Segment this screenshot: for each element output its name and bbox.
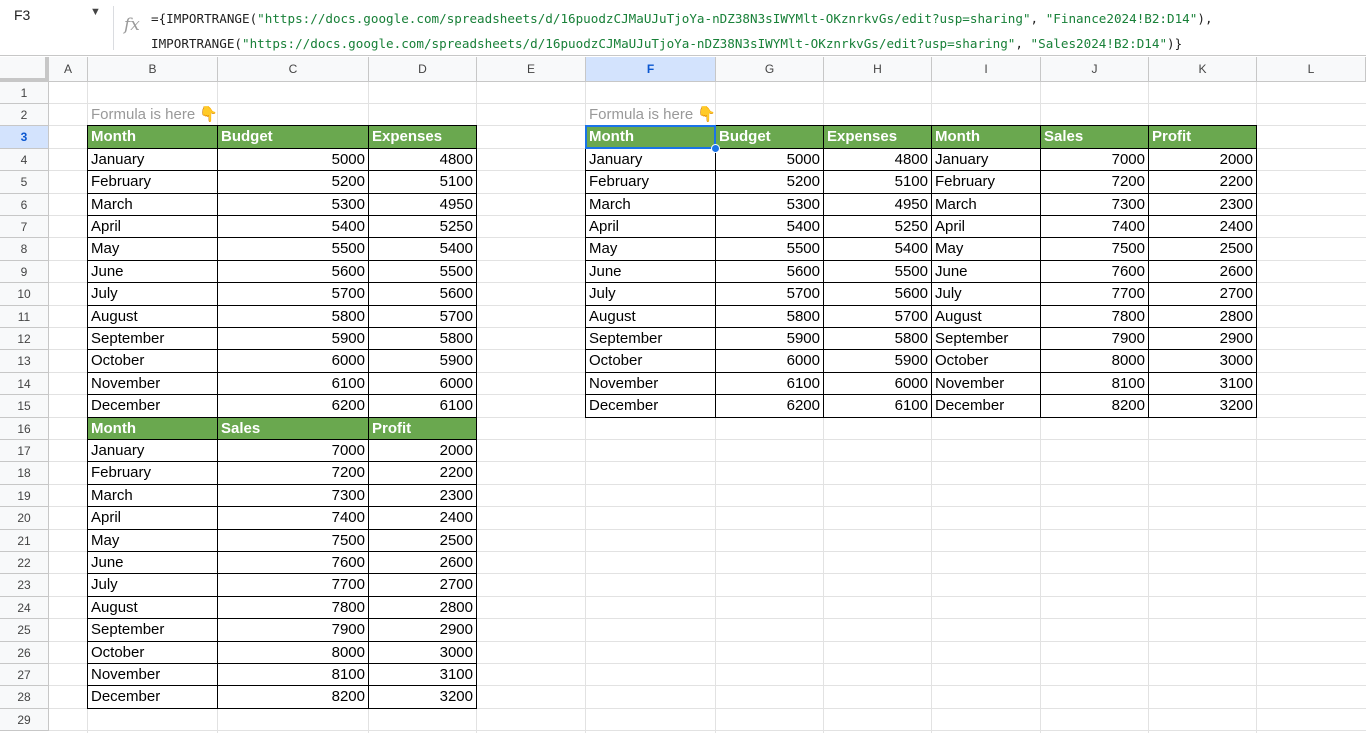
row-header-9[interactable]: 9 [0, 261, 49, 283]
finance-cell[interactable]: 5100 [368, 170, 477, 193]
finance-cell[interactable]: 5800 [368, 327, 477, 350]
combined-cell[interactable]: April [931, 215, 1041, 238]
combined-cell[interactable]: 8200 [1040, 394, 1149, 417]
combined-cell[interactable]: 5250 [823, 215, 932, 238]
finance-cell[interactable]: 5700 [217, 282, 369, 305]
combined-cell[interactable]: 8100 [1040, 372, 1149, 395]
sales-cell[interactable]: 7200 [217, 461, 369, 484]
combined-cell[interactable]: 4950 [823, 193, 932, 216]
combined-cell[interactable]: 2400 [1148, 215, 1257, 238]
column-header-J[interactable]: J [1041, 57, 1149, 82]
sales-cell[interactable]: 7700 [217, 573, 369, 596]
finance-header-cell[interactable]: Expenses [368, 125, 477, 148]
sales-cell[interactable]: 2700 [368, 573, 477, 596]
finance-cell[interactable]: 5900 [217, 327, 369, 350]
combined-cell[interactable]: 6100 [823, 394, 932, 417]
finance-cell[interactable]: May [87, 237, 218, 260]
row-header-18[interactable]: 18 [0, 462, 49, 484]
finance-cell[interactable]: February [87, 170, 218, 193]
row-header-21[interactable]: 21 [0, 530, 49, 552]
finance-cell[interactable]: 5400 [368, 237, 477, 260]
finance-cell[interactable]: December [87, 394, 218, 417]
combined-cell[interactable]: 2500 [1148, 237, 1257, 260]
combined-cell[interactable]: 5900 [715, 327, 824, 350]
sales-header-cell[interactable]: Month [87, 417, 218, 440]
column-header-I[interactable]: I [932, 57, 1041, 82]
name-box[interactable] [0, 0, 112, 32]
sales-cell[interactable]: 2800 [368, 596, 477, 619]
combined-cell[interactable]: 7400 [1040, 215, 1149, 238]
finance-cell[interactable]: 5400 [217, 215, 369, 238]
formula-line2-url: "https://docs.google.com/spreadsheets/d/16puodzCJMaUJuTjoYa-nDZ38N3sIWYMlt-OKznrkvGs/edit?usp=sharing" [242, 36, 1016, 51]
combined-cell[interactable]: June [585, 260, 716, 283]
combined-cell[interactable]: 7000 [1040, 148, 1149, 171]
column-header-G[interactable]: G [716, 57, 824, 82]
combined-cell[interactable]: 6000 [823, 372, 932, 395]
sales-cell[interactable]: December [87, 685, 218, 708]
row-header-7[interactable]: 7 [0, 216, 49, 238]
column-header-B[interactable]: B [88, 57, 218, 82]
row-header-6[interactable]: 6 [0, 194, 49, 216]
combined-cell[interactable]: 3100 [1148, 372, 1257, 395]
combined-cell[interactable]: 5900 [823, 349, 932, 372]
row-header-26[interactable]: 26 [0, 642, 49, 664]
combined-cell[interactable]: 5100 [823, 170, 932, 193]
combined-cell[interactable]: 5300 [715, 193, 824, 216]
sales-cell[interactable]: 2500 [368, 529, 477, 552]
sales-cell[interactable]: 7400 [217, 506, 369, 529]
sales-cell[interactable]: September [87, 618, 218, 641]
row-header-17[interactable]: 17 [0, 440, 49, 462]
sales-cell[interactable]: 8200 [217, 685, 369, 708]
finance-cell[interactable]: 4950 [368, 193, 477, 216]
combined-cell[interactable]: January [585, 148, 716, 171]
row-header-29[interactable]: 29 [0, 709, 49, 731]
finance-cell[interactable]: January [87, 148, 218, 171]
formula-line2-range: "Sales2024!B2:D14" [1030, 36, 1168, 51]
column-header-L[interactable]: L [1257, 57, 1366, 82]
sales-cell[interactable]: 7000 [217, 439, 369, 462]
finance-cell[interactable]: 6200 [217, 394, 369, 417]
finance-cell[interactable]: 5000 [217, 148, 369, 171]
finance-cell[interactable]: 4800 [368, 148, 477, 171]
row-header-15[interactable]: 15 [0, 395, 49, 417]
sales-cell[interactable]: 2000 [368, 439, 477, 462]
combined-cell[interactable]: March [585, 193, 716, 216]
combined-cell[interactable]: November [585, 372, 716, 395]
finance-cell[interactable]: 5300 [217, 193, 369, 216]
combined-cell[interactable]: 3200 [1148, 394, 1257, 417]
combined-cell[interactable]: 5700 [823, 305, 932, 328]
finance-cell[interactable]: 5700 [368, 305, 477, 328]
combined-cell[interactable]: August [585, 305, 716, 328]
finance-header-cell[interactable]: Budget [217, 125, 369, 148]
finance-cell[interactable]: 5200 [217, 170, 369, 193]
row-header-1[interactable]: 1 [0, 82, 49, 104]
combined-cell[interactable]: February [585, 170, 716, 193]
combined-cell[interactable]: 5200 [715, 170, 824, 193]
row-header-12[interactable]: 12 [0, 328, 49, 350]
finance-cell[interactable]: April [87, 215, 218, 238]
combined-cell[interactable]: 7300 [1040, 193, 1149, 216]
formula-note-right: Formula is here 👇 [589, 106, 717, 123]
combined-cell[interactable]: 2200 [1148, 170, 1257, 193]
sales-header-cell[interactable]: Profit [368, 417, 477, 440]
combined-cell[interactable]: 5500 [715, 237, 824, 260]
combined-cell[interactable]: February [931, 170, 1041, 193]
column-header-E[interactable]: E [477, 57, 586, 82]
combined-header-cell[interactable]: Month [931, 125, 1041, 148]
finance-cell[interactable]: September [87, 327, 218, 350]
combined-cell[interactable]: November [931, 372, 1041, 395]
combined-cell[interactable]: May [585, 237, 716, 260]
combined-cell[interactable]: 7800 [1040, 305, 1149, 328]
formula-line1-sep: , [1030, 11, 1046, 26]
finance-cell[interactable]: 6100 [217, 372, 369, 395]
sales-cell[interactable]: 2400 [368, 506, 477, 529]
combined-cell[interactable]: September [585, 327, 716, 350]
finance-cell[interactable]: August [87, 305, 218, 328]
sales-cell[interactable]: 2200 [368, 461, 477, 484]
combined-cell[interactable]: December [585, 394, 716, 417]
sales-cell[interactable]: 7800 [217, 596, 369, 619]
row-header-23[interactable]: 23 [0, 574, 49, 596]
combined-cell[interactable]: 8000 [1040, 349, 1149, 372]
sales-cell[interactable]: 2900 [368, 618, 477, 641]
sales-cell[interactable]: 2600 [368, 551, 477, 574]
combined-cell[interactable]: April [585, 215, 716, 238]
row-header-8[interactable]: 8 [0, 238, 49, 260]
combined-cell[interactable]: 6100 [715, 372, 824, 395]
combined-cell[interactable]: 5000 [715, 148, 824, 171]
formula-line2-suffix: )} [1167, 36, 1183, 51]
combined-cell[interactable]: July [931, 282, 1041, 305]
combined-cell[interactable]: June [931, 260, 1041, 283]
combined-cell[interactable]: 7200 [1040, 170, 1149, 193]
combined-cell[interactable]: 2000 [1148, 148, 1257, 171]
formula-line1-suffix: ), [1197, 11, 1213, 26]
sales-cell[interactable]: 7900 [217, 618, 369, 641]
sales-cell[interactable]: 3000 [368, 641, 477, 664]
sales-cell[interactable]: 2300 [368, 484, 477, 507]
grid-line [49, 730, 1366, 731]
combined-cell[interactable]: 5400 [715, 215, 824, 238]
sales-cell[interactable]: February [87, 461, 218, 484]
row-header-2[interactable]: 2 [0, 104, 49, 126]
finance-header-cell[interactable]: Month [87, 125, 218, 148]
combined-cell[interactable]: 2800 [1148, 305, 1257, 328]
combined-cell[interactable]: March [931, 193, 1041, 216]
sales-cell[interactable]: 3200 [368, 685, 477, 708]
sales-cell[interactable]: 8100 [217, 663, 369, 686]
formula-bar [0, 0, 1366, 56]
combined-header-cell[interactable]: Profit [1148, 125, 1257, 148]
column-header-C[interactable]: C [218, 57, 369, 82]
sales-cell[interactable]: June [87, 551, 218, 574]
finance-cell[interactable]: 5800 [217, 305, 369, 328]
formula-line1-url: "https://docs.google.com/spreadsheets/d/16puodzCJMaUJuTjoYa-nDZ38N3sIWYMlt-OKznrkvGs/edit?usp=sharing" [257, 11, 1031, 26]
combined-cell[interactable]: 5800 [823, 327, 932, 350]
combined-cell[interactable]: December [931, 394, 1041, 417]
column-header-K[interactable]: K [1149, 57, 1257, 82]
formula-line1-range: "Finance2024!B2:D14" [1045, 11, 1198, 26]
formula-input[interactable] [151, 6, 1213, 56]
row-header-11[interactable]: 11 [0, 306, 49, 328]
finance-cell[interactable]: 5600 [368, 282, 477, 305]
row-header-4[interactable]: 4 [0, 149, 49, 171]
finance-cell[interactable]: July [87, 282, 218, 305]
row-header-16[interactable]: 16 [0, 418, 49, 440]
finance-cell[interactable]: March [87, 193, 218, 216]
fill-handle[interactable] [711, 144, 720, 153]
row-header-19[interactable]: 19 [0, 485, 49, 507]
column-header-A[interactable]: A [49, 57, 88, 82]
column-header-F[interactable]: F [586, 57, 716, 82]
combined-cell[interactable]: 6000 [715, 349, 824, 372]
select-all-corner[interactable] [0, 57, 49, 82]
combined-cell[interactable]: 2900 [1148, 327, 1257, 350]
row-header-3[interactable]: 3 [0, 126, 49, 148]
finance-cell[interactable]: June [87, 260, 218, 283]
sales-cell[interactable]: 7300 [217, 484, 369, 507]
sales-cell[interactable]: 3100 [368, 663, 477, 686]
combined-cell[interactable]: 5600 [823, 282, 932, 305]
sales-cell[interactable]: 7500 [217, 529, 369, 552]
row-header-28[interactable]: 28 [0, 686, 49, 708]
combined-header-cell[interactable]: Budget [715, 125, 824, 148]
finance-cell[interactable]: 5250 [368, 215, 477, 238]
row-header-13[interactable]: 13 [0, 350, 49, 372]
row-header-5[interactable]: 5 [0, 171, 49, 193]
sales-cell[interactable]: August [87, 596, 218, 619]
combined-cell[interactable]: 4800 [823, 148, 932, 171]
formula-note-left: Formula is here 👇 [91, 106, 219, 123]
finance-cell[interactable]: 5600 [217, 260, 369, 283]
row-header-20[interactable]: 20 [0, 507, 49, 529]
finance-cell[interactable]: 6100 [368, 394, 477, 417]
combined-cell[interactable]: 5500 [823, 260, 932, 283]
combined-cell[interactable]: October [931, 349, 1041, 372]
combined-cell[interactable]: September [931, 327, 1041, 350]
combined-header-cell[interactable]: Month [585, 125, 716, 148]
sales-cell[interactable]: April [87, 506, 218, 529]
combined-cell[interactable]: May [931, 237, 1041, 260]
row-header-25[interactable]: 25 [0, 619, 49, 641]
sales-cell[interactable]: March [87, 484, 218, 507]
column-header-H[interactable]: H [824, 57, 932, 82]
sales-cell[interactable]: October [87, 641, 218, 664]
finance-cell[interactable]: 5500 [217, 237, 369, 260]
row-header-10[interactable]: 10 [0, 283, 49, 305]
finance-cell[interactable]: 5900 [368, 349, 477, 372]
sales-cell[interactable]: May [87, 529, 218, 552]
combined-cell[interactable]: October [585, 349, 716, 372]
finance-cell[interactable]: November [87, 372, 218, 395]
combined-cell[interactable]: January [931, 148, 1041, 171]
sales-cell[interactable]: January [87, 439, 218, 462]
combined-cell[interactable]: July [585, 282, 716, 305]
fx-icon: fx [124, 15, 140, 35]
combined-cell[interactable]: August [931, 305, 1041, 328]
combined-cell[interactable]: 2300 [1148, 193, 1257, 216]
sales-cell[interactable]: 7600 [217, 551, 369, 574]
formula-bar-divider [113, 6, 114, 50]
formula-line1-prefix: ={IMPORTRANGE( [151, 11, 258, 26]
row-header-22[interactable]: 22 [0, 552, 49, 574]
combined-cell[interactable]: 3000 [1148, 349, 1257, 372]
combined-cell[interactable]: 5400 [823, 237, 932, 260]
combined-cell[interactable]: 6200 [715, 394, 824, 417]
combined-cell[interactable]: 7900 [1040, 327, 1149, 350]
name-box-value: F3 [14, 7, 31, 23]
row-header-14[interactable]: 14 [0, 373, 49, 395]
row-header-27[interactable]: 27 [0, 664, 49, 686]
sales-header-cell[interactable]: Sales [217, 417, 369, 440]
formula-line2-prefix: IMPORTRANGE( [151, 36, 242, 51]
finance-cell[interactable]: 6000 [368, 372, 477, 395]
sales-cell[interactable]: November [87, 663, 218, 686]
formula-line2-sep: , [1015, 36, 1031, 51]
finance-cell[interactable]: October [87, 349, 218, 372]
dropdown-arrow-icon[interactable]: ▼ [90, 6, 101, 18]
finance-cell[interactable]: 5500 [368, 260, 477, 283]
column-header-D[interactable]: D [369, 57, 477, 82]
combined-header-cell[interactable]: Sales [1040, 125, 1149, 148]
finance-cell[interactable]: 6000 [217, 349, 369, 372]
combined-cell[interactable]: 5600 [715, 260, 824, 283]
sales-cell[interactable]: 8000 [217, 641, 369, 664]
combined-cell[interactable]: 7500 [1040, 237, 1149, 260]
combined-cell[interactable]: 5800 [715, 305, 824, 328]
combined-header-cell[interactable]: Expenses [823, 125, 932, 148]
combined-cell[interactable]: 2700 [1148, 282, 1257, 305]
combined-cell[interactable]: 7700 [1040, 282, 1149, 305]
combined-cell[interactable]: 2600 [1148, 260, 1257, 283]
combined-cell[interactable]: 5700 [715, 282, 824, 305]
sales-cell[interactable]: July [87, 573, 218, 596]
row-header-24[interactable]: 24 [0, 597, 49, 619]
combined-cell[interactable]: 7600 [1040, 260, 1149, 283]
